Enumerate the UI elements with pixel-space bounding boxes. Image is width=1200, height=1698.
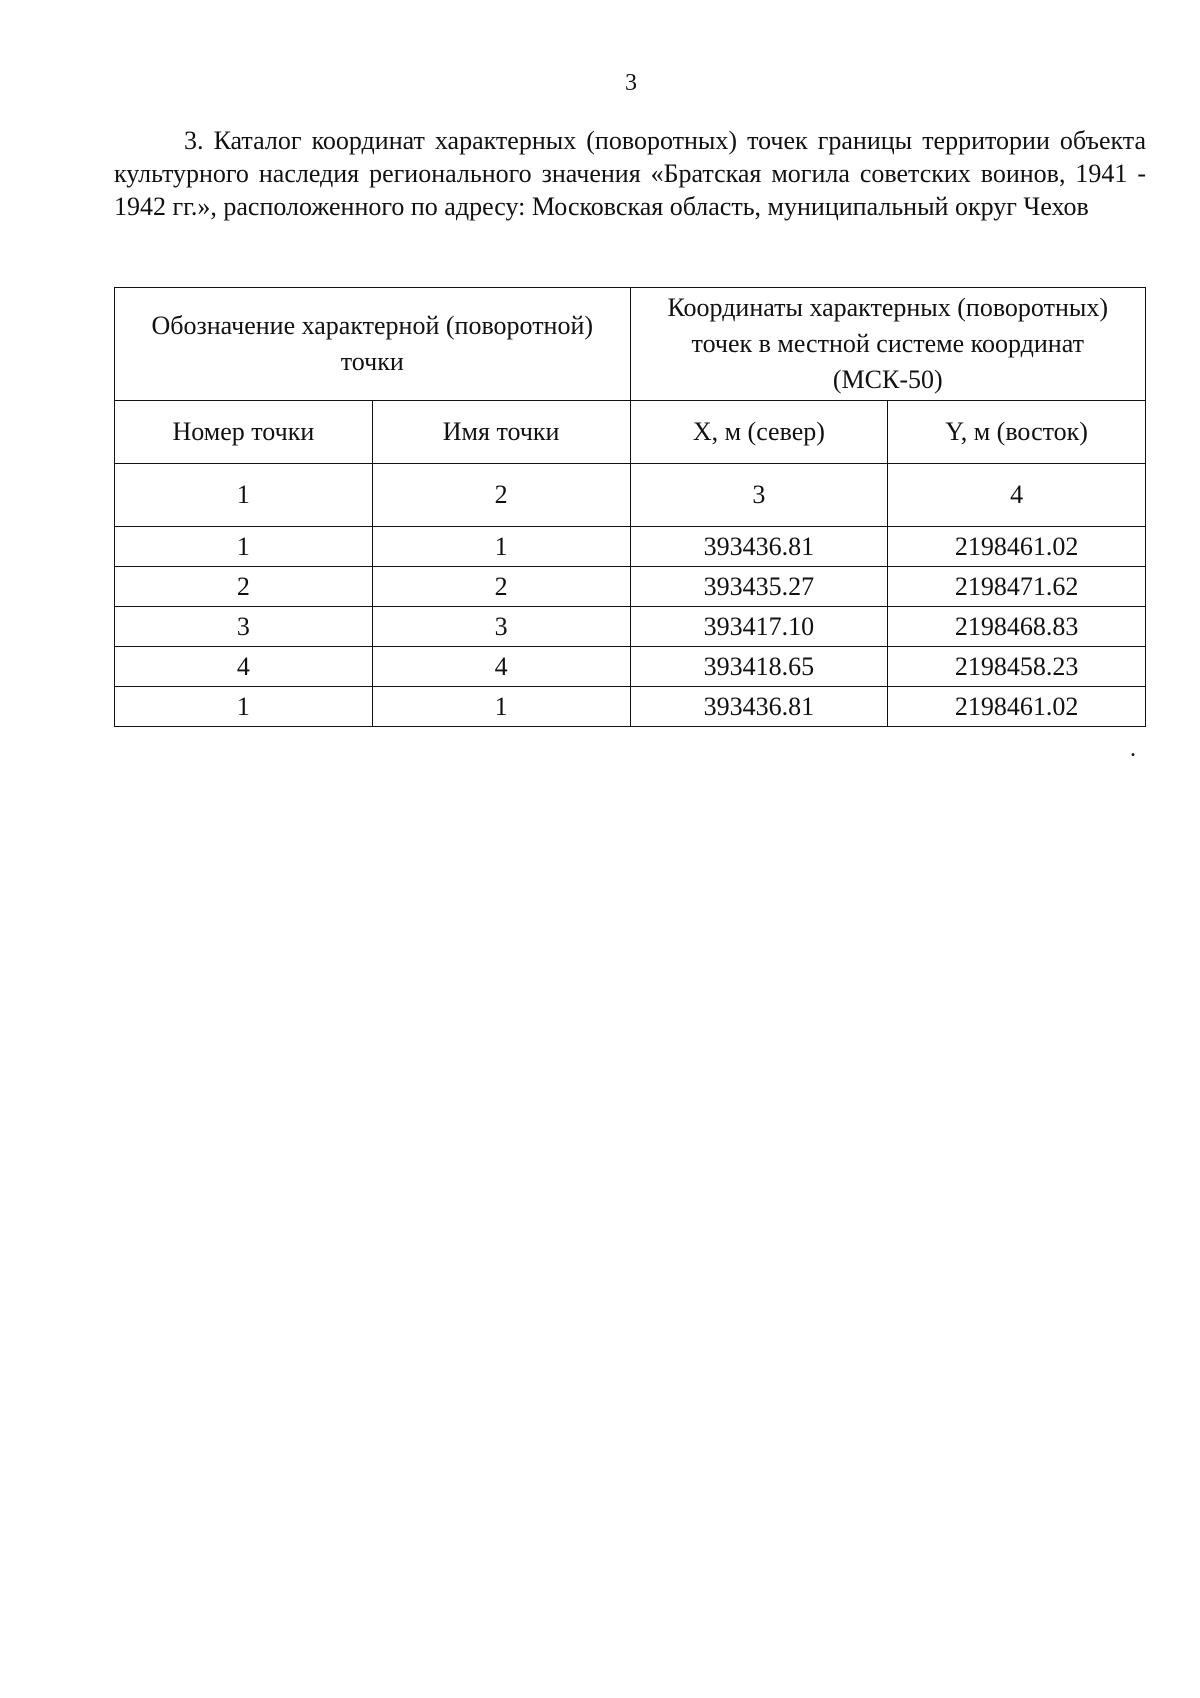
table-group-header-row: [115, 288, 1146, 401]
point-name-cell: 4: [372, 647, 630, 687]
point-name-cell: 1: [372, 687, 630, 727]
x-coordinate-cell: 393436.81: [630, 687, 888, 727]
point-name-cell: 2: [372, 567, 630, 607]
column-header: Имя точки: [372, 401, 630, 464]
y-coordinate-cell: 2198468.83: [888, 607, 1146, 647]
table-row: [115, 567, 1146, 607]
y-coordinate-cell: 2198461.02: [888, 527, 1146, 567]
y-coordinate-cell: 2198471.62: [888, 567, 1146, 607]
trailing-mark: .: [1130, 736, 1136, 762]
x-coordinate-cell: 393417.10: [630, 607, 888, 647]
y-coordinate-cell: 2198461.02: [888, 687, 1146, 727]
column-header: X, м (север): [630, 401, 888, 464]
table-row: [115, 647, 1146, 687]
x-coordinate-cell: 393436.81: [630, 527, 888, 567]
x-coordinate-cell: 393435.27: [630, 567, 888, 607]
point-number-cell: 1: [115, 687, 373, 727]
table-column-number-row: [115, 464, 1146, 527]
point-number-cell: 1: [115, 527, 373, 567]
point-number-cell: 3: [115, 607, 373, 647]
page-number: 3: [625, 70, 637, 96]
section-paragraph: 3. Каталог координат характерных (поворотных) точек границы территории объекта культурного наследия регионального значения «Братская могила советских воинов, 1941 - 1942 гг.», расположенного по адресу: Московская область, муниципальный округ Чехов: [114, 126, 1146, 221]
coordinates-table: [114, 287, 1146, 727]
point-name-cell: 1: [372, 527, 630, 567]
column-header: Номер точки: [115, 401, 373, 464]
column-header: Y, м (восток): [888, 401, 1146, 464]
point-number-cell: 2: [115, 567, 373, 607]
column-number: 3: [630, 464, 888, 527]
column-number: 1: [115, 464, 373, 527]
y-coordinate-cell: 2198458.23: [888, 647, 1146, 687]
x-coordinate-cell: 393418.65: [630, 647, 888, 687]
group-header-coordinates: Координаты характерных (поворотных) точек в местной системе координат (МСК-50): [630, 288, 1146, 401]
table-column-header-row: [115, 401, 1146, 464]
table-row: [115, 607, 1146, 647]
column-number: 4: [888, 464, 1146, 527]
group-header-point-designation: Обозначение характерной (поворотной) точки: [115, 288, 631, 401]
point-number-cell: 4: [115, 647, 373, 687]
point-name-cell: 3: [372, 607, 630, 647]
column-number: 2: [372, 464, 630, 527]
table-row: [115, 687, 1146, 727]
table-row: [115, 527, 1146, 567]
